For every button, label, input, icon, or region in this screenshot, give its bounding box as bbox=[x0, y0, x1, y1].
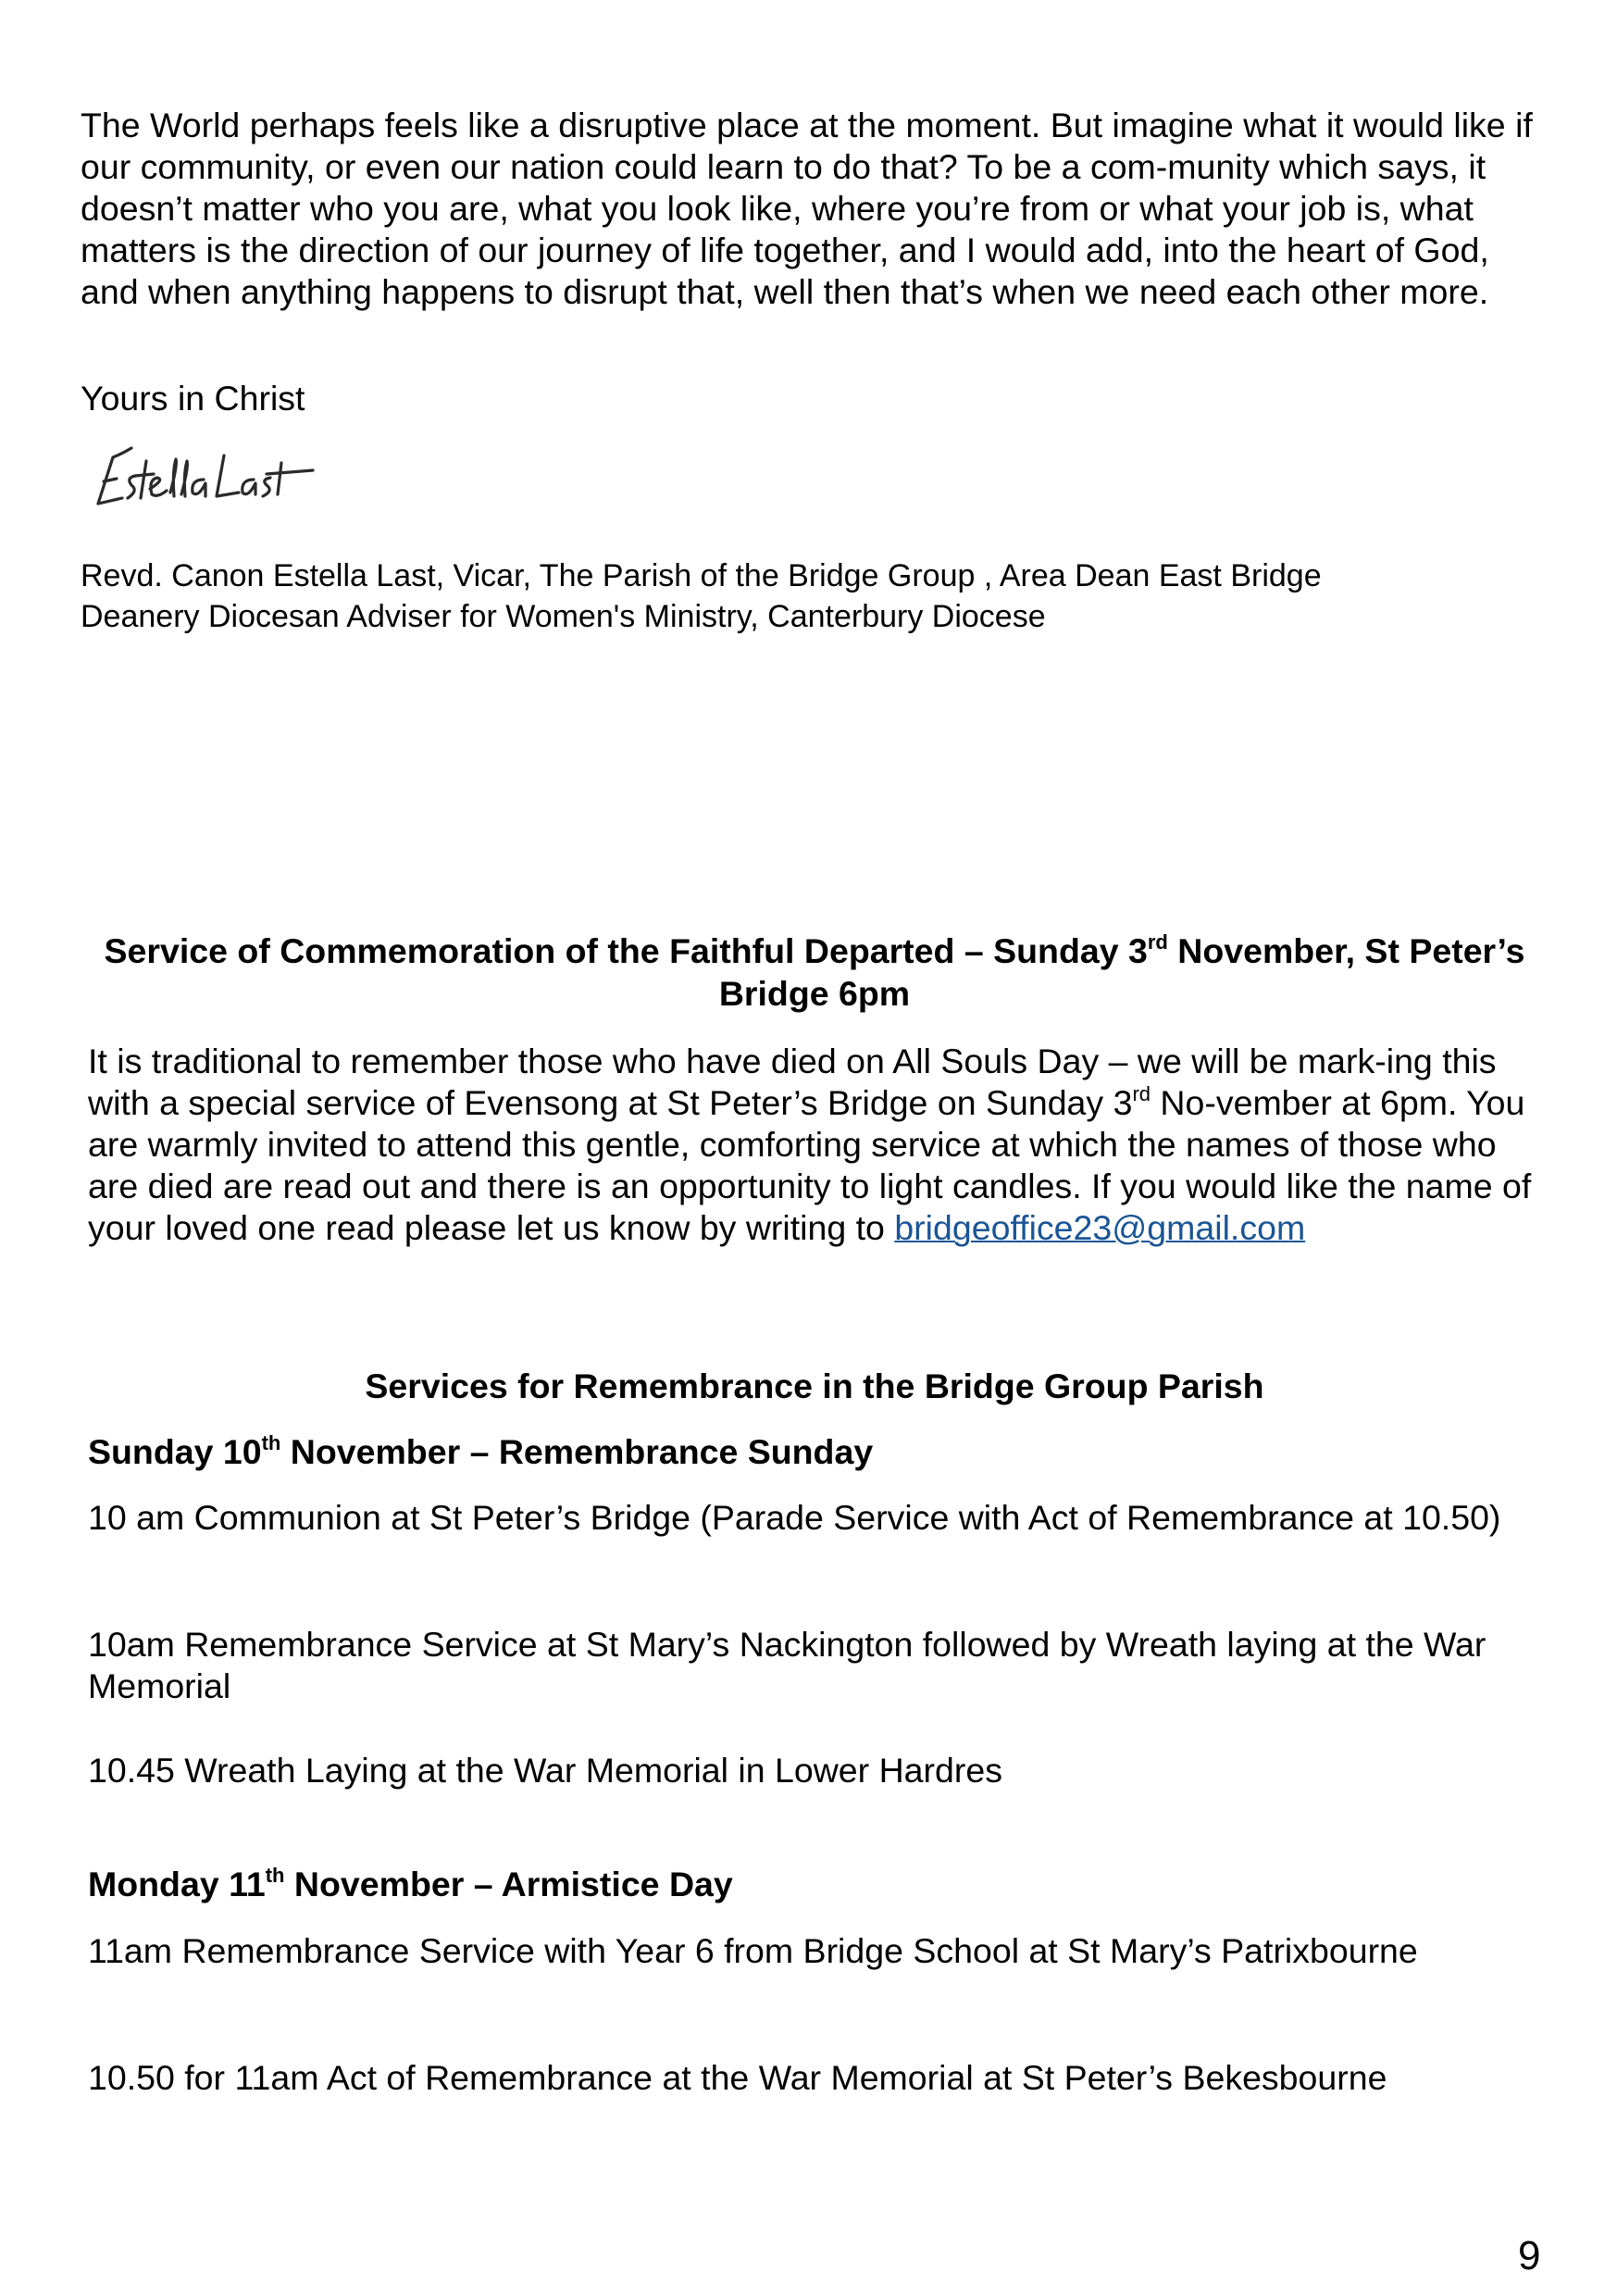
commemoration-body-sup: rd bbox=[1132, 1082, 1151, 1105]
commemoration-heading-text-1: Service of Commemoration of the Faithful Departed – Sunday 3 bbox=[104, 931, 1148, 970]
service-item: 11am Remembrance Service with Year 6 from Bridge School at St Mary’s Patrixbourne bbox=[88, 1931, 1418, 1970]
letter-paragraph: The World perhaps feels like a disruptive place at the moment. But imagine what it would like if our community, or even our nation could learn to do that? To be a com-munity which says, it doesn’t matter who you are, what you look like, where you’re from or what your job is, what matters is the direction of our journey of life together, and I would add, into the heart of God, and when anything happens to disrupt that, well then that’s when we need each other more. bbox=[81, 106, 1533, 311]
service-item: 10 am Communion at St Peter’s Bridge (Parade Service with Act of Remembrance at 10.50) bbox=[88, 1498, 1501, 1537]
day-heading-text-1: Monday 11 bbox=[88, 1865, 266, 1903]
commemoration-heading-sup: rd bbox=[1147, 930, 1168, 954]
remembrance-heading: Services for Remembrance in the Bridge Group Parish bbox=[365, 1366, 1264, 1405]
signature-image bbox=[85, 428, 317, 530]
day-heading-text-2: November – Armistice Day bbox=[284, 1865, 733, 1903]
commemoration-body-text-2: No-vember at 6pm. You are warmly invited to attend this gentle, comforting service at which the names of those who are died are read out and there is an opportunity to light candles. If you would like the name of your loved one read please let us know by writing to bbox=[88, 1083, 1532, 1247]
day-heading-text-2: November – Remembrance Sunday bbox=[280, 1432, 874, 1471]
handwritten-signature bbox=[85, 428, 317, 530]
commemoration-body-text-1: It is traditional to remember those who have died on All Souls Day – we will be mark-ing this with a special service of Evensong at St Peter’s Bridge on Sunday 3 bbox=[88, 1042, 1497, 1122]
day-heading-text-1: Sunday 10 bbox=[88, 1432, 262, 1471]
service-item: 10am Remembrance Service at St Mary’s Nackington followed by Wreath laying at the War Memorial bbox=[88, 1625, 1486, 1705]
author-credit bbox=[81, 555, 1543, 637]
page-number: 9 bbox=[1518, 2233, 1541, 2278]
service-item: 10.45 Wreath Laying at the War Memorial in Lower Hardres bbox=[88, 1751, 1002, 1790]
day-heading-sup: th bbox=[261, 1431, 281, 1454]
day-heading-sunday bbox=[88, 1430, 873, 1473]
commemoration-heading bbox=[83, 930, 1546, 1015]
commemoration-heading-text-2: November, St Peter’s Bridge 6pm bbox=[718, 931, 1525, 1013]
email-link[interactable]: bridgeoffice23@gmail.com bbox=[894, 1208, 1306, 1247]
commemoration-body bbox=[88, 1041, 1546, 1249]
service-item: 10.50 for 11am Act of Remembrance at the War Memorial at St Peter’s Bekesbourne bbox=[88, 2058, 1387, 2097]
credit-line-2: Deanery Diocesan Adviser for Women's Ministry, Canterbury Diocese bbox=[81, 599, 1046, 634]
day-heading-monday bbox=[88, 1863, 733, 1905]
credit-line-1: Revd. Canon Estella Last, Vicar, The Parish of the Bridge Group , Area Dean East Bridge bbox=[81, 558, 1322, 593]
letter-closing: Yours in Christ bbox=[81, 379, 305, 418]
day-heading-sup: th bbox=[265, 1864, 285, 1887]
